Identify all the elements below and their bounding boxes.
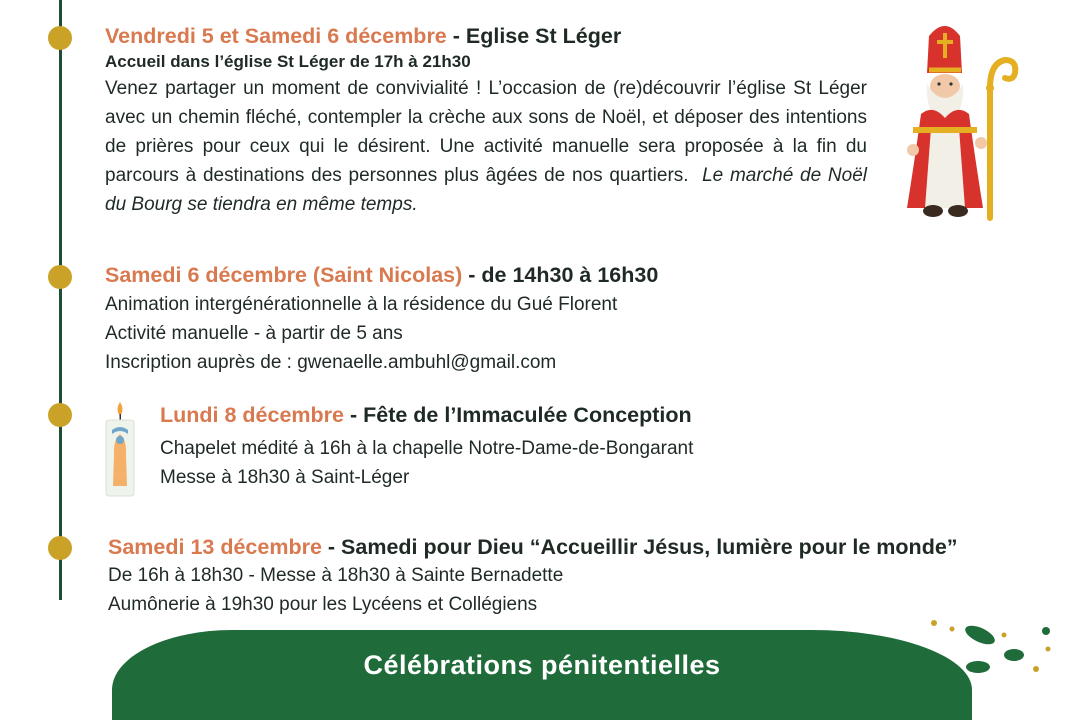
event-line: Chapelet médité à 16h à la chapelle Notre-Dame-de-Bongarant xyxy=(160,438,694,459)
event-date: Lundi 8 décembre xyxy=(160,403,344,427)
event-heading: Samedi 6 décembre (Saint Nicolas) - de 14h30 à 16h30 xyxy=(105,263,659,287)
timeline-line xyxy=(59,0,62,600)
candle-icon xyxy=(103,400,137,498)
event-line: Messe à 18h30 à Saint-Léger xyxy=(160,467,410,488)
banner xyxy=(112,630,972,720)
event-title: Eglise St Léger xyxy=(465,24,622,48)
event-saint-nicolas xyxy=(105,261,658,377)
event-samedi-pour-dieu xyxy=(108,533,958,619)
event-title: de 14h30 à 16h30 xyxy=(481,263,659,287)
timeline-dot xyxy=(48,26,72,50)
event-date: Samedi 13 décembre xyxy=(108,535,322,559)
event-line: Inscription auprès de : gwenaelle.ambuhl@gmail.com xyxy=(105,352,557,373)
event-line: Aumônerie à 19h30 pour les Lycéens et Collégiens xyxy=(108,594,538,615)
timeline-dot xyxy=(48,265,72,289)
event-line: Animation intergénérationnelle à la résidence du Gué Florent xyxy=(105,294,618,315)
event-heading: Lundi 8 décembre - Fête de l’Immaculée Conception xyxy=(160,403,692,427)
saint-nicolas-illustration xyxy=(895,18,1025,223)
event-line: De 16h à 18h30 - Messe à 18h30 à Sainte Bernadette xyxy=(108,565,564,586)
leaf-decoration xyxy=(918,615,1068,675)
event-date: Samedi 6 décembre (Saint Nicolas) xyxy=(105,263,463,287)
event-st-leger xyxy=(105,22,867,219)
event-description: Venez partager un moment de convivialité ! L’occasion de (re)découvrir l’église St Léger avec un chemin fléché, contempler la crèche aux sons de Noël, et déposer des intentions de prières pour ceux qui le désirent. Une activité manuelle sera proposée à la fin du parcours à destinations des personnes plus âgées de nos quartiers. Le marché de Noël du Bourg se tiendra en même temps. xyxy=(105,78,867,215)
event-line: Activité manuelle - à partir de 5 ans xyxy=(105,323,403,344)
event-title: Samedi pour Dieu “Accueillir Jésus, lumière pour le monde” xyxy=(341,535,958,559)
event-heading: Samedi 13 décembre - Samedi pour Dieu “Accueillir Jésus, lumière pour le monde” xyxy=(108,535,958,559)
event-immaculee-conception xyxy=(160,401,693,492)
banner-title: Célébrations pénitentielles xyxy=(363,650,721,680)
event-heading: Vendredi 5 et Samedi 6 décembre - Eglise St Léger xyxy=(105,24,622,48)
timeline-dot xyxy=(48,403,72,427)
timeline-dot xyxy=(48,536,72,560)
event-note: Le marché de Noël du Bourg se tiendra en même temps. xyxy=(105,165,867,215)
event-subtitle: Accueil dans l’église St Léger de 17h à 21h30 xyxy=(105,52,471,71)
event-title: Fête de l’Immaculée Conception xyxy=(363,403,692,427)
event-date: Vendredi 5 et Samedi 6 décembre xyxy=(105,24,447,48)
